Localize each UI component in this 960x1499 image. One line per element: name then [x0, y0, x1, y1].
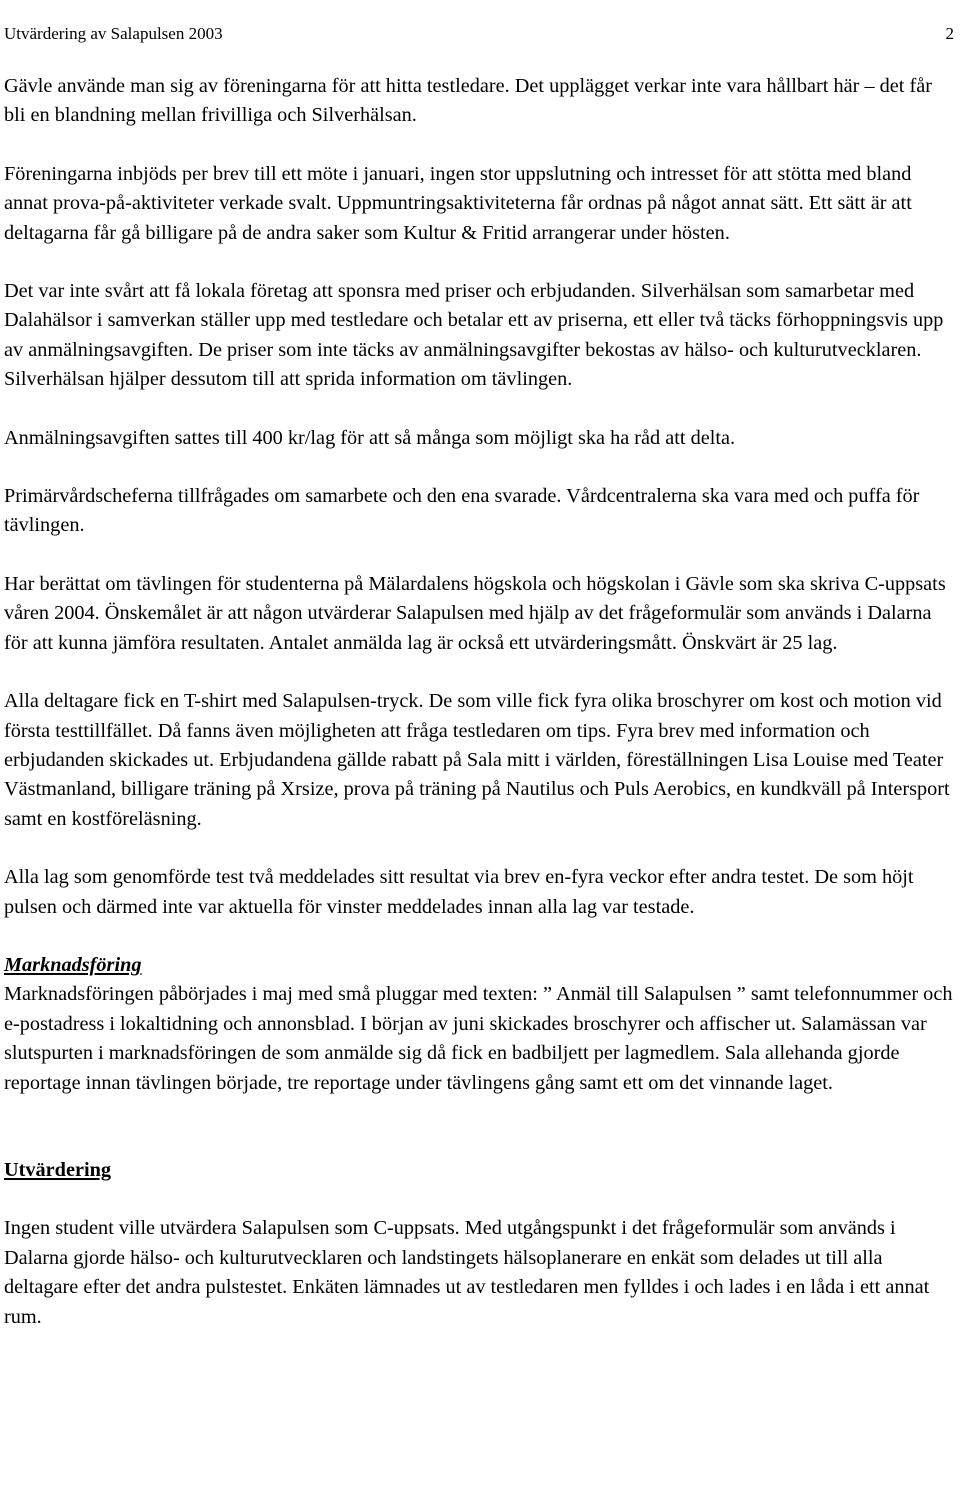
paragraph-deltagare: Alla deltagare fick en T-shirt med Salapulsen-tryck. De som ville fick fyra olika broschyrer om kost och motion vid första testtillfället. Då fanns även möjligheten att fråga testledaren om tips. Fyra brev med information och erbjudanden skickades ut. Erbjudandena gällde rabatt på Sala mitt i världen, föreställningen Lisa Louise med Teater Västmanland, billigare träning på Xrsize, prova på träning på Nautilus och Puls Aerobics, en kundkväll på Intersport samt en kostföreläsning.	[4, 690, 950, 830]
section-utvardering	[4, 1156, 956, 1332]
paragraph-sponsorer: Det var inte svårt att få lokala företag att sponsra med priser och erbjudanden. Silverhälsan som samarbetar med Dalahälsor i samverkan ställer upp med testledare och betalar ett av priserna, ett eller två täcks förhoppningsvis upp av anmälningsavgiften. De priser som inte täcks av anmälningsavgifter bekostas av hälso- och kulturutvecklaren. Silverhälsan hjälper dessutom till att sprida information om tävlingen.	[4, 280, 944, 391]
paragraph-inbjudan: Föreningarna inbjöds per brev till ett möte i januari, ingen stor uppslutning och intresset för att stötta med bland annat prova-på-aktiviteter verkade svalt. Uppmuntringsaktiviteterna får ordnas på något annat sätt. Ett sätt är att deltagarna får gå billigare på de andra saker som Kultur & Fritid arrangerar under hösten.	[4, 162, 912, 244]
paragraph-foreningar-gavle: Gävle använde man sig av föreningarna för att hitta testledare. Det upplägget verkar inte vara hållbart här – det får bli en blandning mellan frivilliga och Silverhälsan.	[4, 75, 933, 127]
paragraph-utvardering: Ingen student ville utvärdera Salapulsen som C-uppsats. Med utgångspunkt i det frågeformulär som används i Dalarna gjorde hälso- och kulturutvecklaren och landstingets hälsoplanerare en enkät som delades ut till alla deltagare efter det andra pulstestet. Enkäten lämnades ut av testledaren men fylldes i och lades i en låda i ett annat rum.	[4, 1217, 930, 1328]
running-header: Utvärdering av Salapulsen 2003	[4, 24, 223, 43]
paragraph-resultat: Alla lag som genomförde test två meddelades sitt resultat via brev en-fyra veckor efter andra testet. De som höjt pulsen och därmed inte var aktuella för vinster meddelades innan alla lag var testade.	[4, 866, 914, 918]
section-marknadsforing	[4, 951, 956, 1098]
page-number: 2	[945, 24, 954, 43]
heading-utvardering: Utvärdering	[4, 1158, 112, 1181]
paragraph-studenter: Har berättat om tävlingen för studenterna på Mälardalens högskola och högskolan i Gävle som ska skriva C-uppsats våren 2004. Önskemålet är att någon utvärderar Salapulsen med hjälp av det frågeformulär som används i Dalarna för att kunna jämföra resultaten. Antalet anmälda lag är också ett utvärderingsmått. Önskvärt är 25 lag.	[4, 572, 946, 654]
paragraph-anmalningsavgift: Anmälningsavgiften sattes till 400 kr/lag för att så många som möjligt ska ha råd att delta.	[4, 426, 736, 449]
paragraph-primarvard: Primärvårdscheferna tillfrågades om samarbete och den ena svarade. Vårdcentralerna ska vara med och puffa för tävlingen.	[4, 485, 920, 537]
paragraph-marknadsforing: Marknadsföringen påbörjades i maj med små pluggar med texten: ” Anmäl till Salapulsen ” samt telefonnummer och e-postadress i lokaltidning och annonsblad. I början av juni skickades broschyrer och affischer ut. Salamässan var slutspurten i marknadsföringen de som anmälde sig då fick en badbiljett per lagmedlem. Sala allehanda gjorde reportage innan tävlingen började, tre reportage under tävlingens gång samt ett om det vinnande laget.	[4, 983, 953, 1094]
body-text	[4, 72, 956, 1361]
heading-marknadsforing: Marknadsföring	[4, 953, 142, 976]
